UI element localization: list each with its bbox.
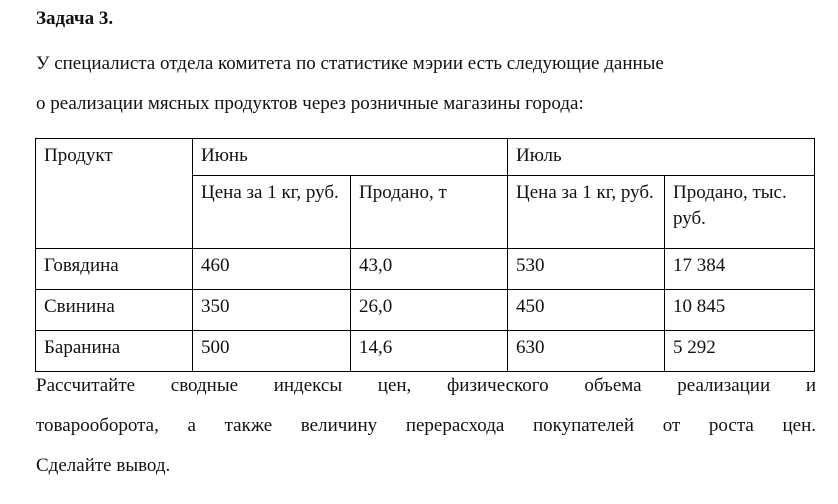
intro-paragraph [36,44,821,124]
cell-june-price: 350 [193,290,351,331]
header-june: Июнь [193,139,508,176]
cell-june-price: 500 [193,331,351,372]
subheader-sold-july: Продано, тыс. руб. [665,176,815,249]
task-line: Рассчитайте сводные индексы цен, физического объема реализации и [36,375,816,396]
sales-table [35,138,815,372]
cell-product: Говядина [36,249,193,290]
cell-product: Свинина [36,290,193,331]
header-july: Июль [508,139,815,176]
intro-line: У специалиста отдела комитета по статистике мэрии есть следующие данные [36,53,664,74]
cell-june-sold: 43,0 [351,249,508,290]
cell-june-price: 460 [193,249,351,290]
cell-july-price: 450 [508,290,665,331]
subheader-price-june: Цена за 1 кг, руб. [193,176,351,249]
table-row [36,290,815,331]
intro-line: о реализации мясных продуктов через розничные магазины города: [36,93,584,114]
cell-july-price: 630 [508,331,665,372]
task-line: Сделайте вывод. [36,455,171,476]
task-line: товарооборота, а также величину перерасхода покупателей от роста цен. [36,415,816,436]
cell-product: Баранина [36,331,193,372]
task-paragraph [36,366,816,486]
cell-july-price: 530 [508,249,665,290]
subheader-sold-june: Продано, т [351,176,508,249]
cell-june-sold: 26,0 [351,290,508,331]
cell-july-sold: 5 292 [665,331,815,372]
cell-july-sold: 10 845 [665,290,815,331]
cell-june-sold: 14,6 [351,331,508,372]
cell-july-sold: 17 384 [665,249,815,290]
subheader-price-july: Цена за 1 кг, руб. [508,176,665,249]
table-row [36,249,815,290]
task-title: Задача 3. [36,8,114,29]
table-header-row [36,139,815,176]
header-product: Продукт [36,139,193,249]
